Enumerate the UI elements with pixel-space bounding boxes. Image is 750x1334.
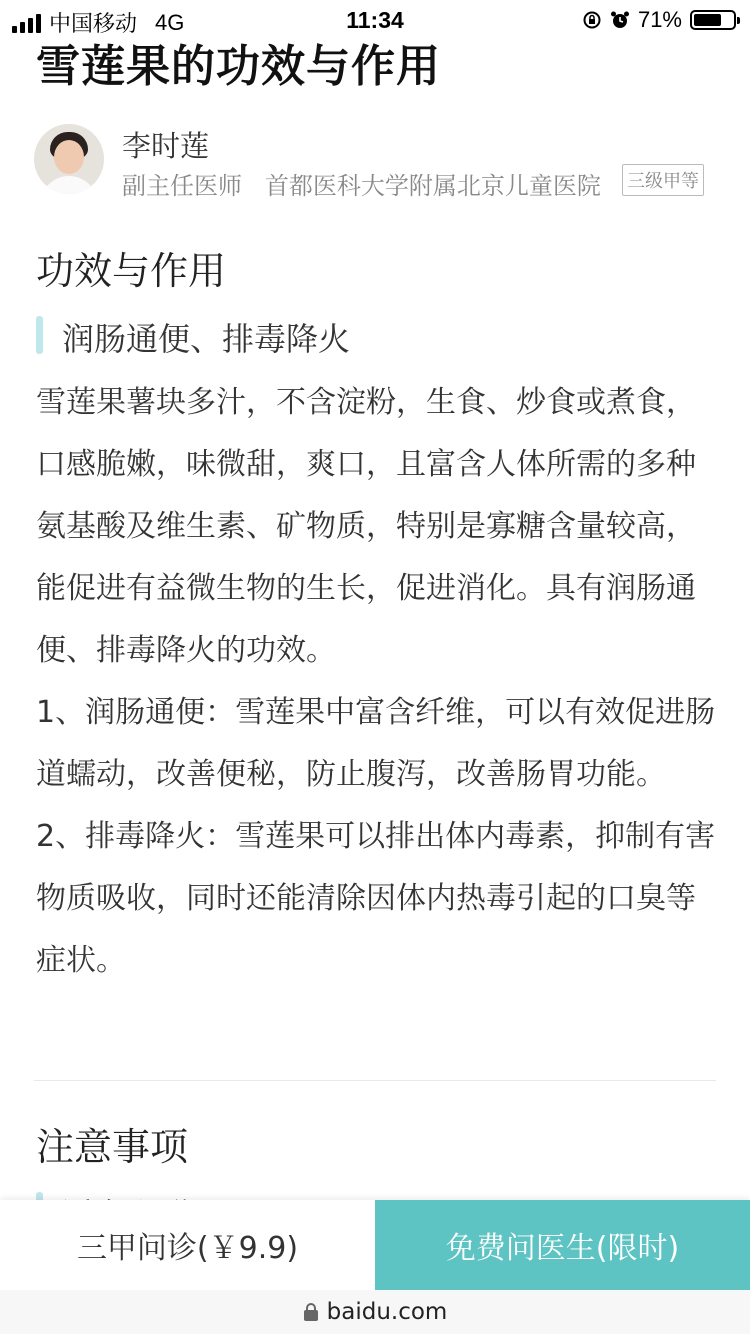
- author-card[interactable]: [34, 124, 716, 200]
- avatar[interactable]: [34, 124, 104, 194]
- alarm-icon: [610, 10, 630, 30]
- page-title: 雪莲果的功效与作用: [36, 41, 441, 92]
- paragraph: 雪莲果薯块多汁，不含淀粉，生食、炒食或煮食，口感脆嫩，味微甜，爽口，且富含人体所需的多种氨基酸及维生素、矿物质，特别是寡糖含量较高，能促进有益微生物的生长，促进消化。具有润肠通便、排毒降火的功效。: [36, 385, 696, 668]
- author-meta: [122, 166, 612, 201]
- author-title: 副主任医师: [122, 172, 242, 200]
- article-body: [36, 372, 716, 992]
- divider: [34, 1080, 716, 1081]
- paragraph: 1、润肠通便：雪莲果中富含纤维，可以有效促进肠道蠕动，改善便秘，防止腹泻，改善肠胃功能。: [36, 695, 716, 792]
- clock: 11:34: [346, 7, 404, 33]
- section-heading-effects: 功效与作用: [36, 249, 227, 293]
- consult-action-bar: [0, 1200, 750, 1290]
- browser-url-bar[interactable]: [0, 1290, 750, 1334]
- carrier-label: 中国移动: [49, 11, 138, 36]
- paragraph: 2、排毒降火：雪莲果可以排出体内毒素，抑制有害物质吸收，同时还能清除因体内热毒引起的口臭等症状。: [36, 819, 716, 978]
- url-text: baidu.com: [326, 1299, 448, 1325]
- lock-icon: [303, 1303, 319, 1321]
- rotation-lock-icon: [582, 10, 602, 30]
- free-consult-button[interactable]: 免费问医生(限时): [375, 1200, 750, 1290]
- battery-percent: 71%: [637, 7, 682, 32]
- section-heading-precautions: 注意事项: [36, 1125, 189, 1169]
- network-label: 4G: [155, 9, 185, 35]
- hospital-level-badge: 三级甲等: [622, 164, 704, 196]
- paid-consult-button[interactable]: 三甲问诊(￥9.9): [0, 1200, 375, 1290]
- author-hospital: 首都医科大学附属北京儿童医院: [264, 172, 601, 200]
- author-name: 李时莲: [122, 129, 210, 163]
- battery-icon: [690, 10, 736, 30]
- subheading-effects: 润肠通便、排毒降火: [36, 314, 350, 360]
